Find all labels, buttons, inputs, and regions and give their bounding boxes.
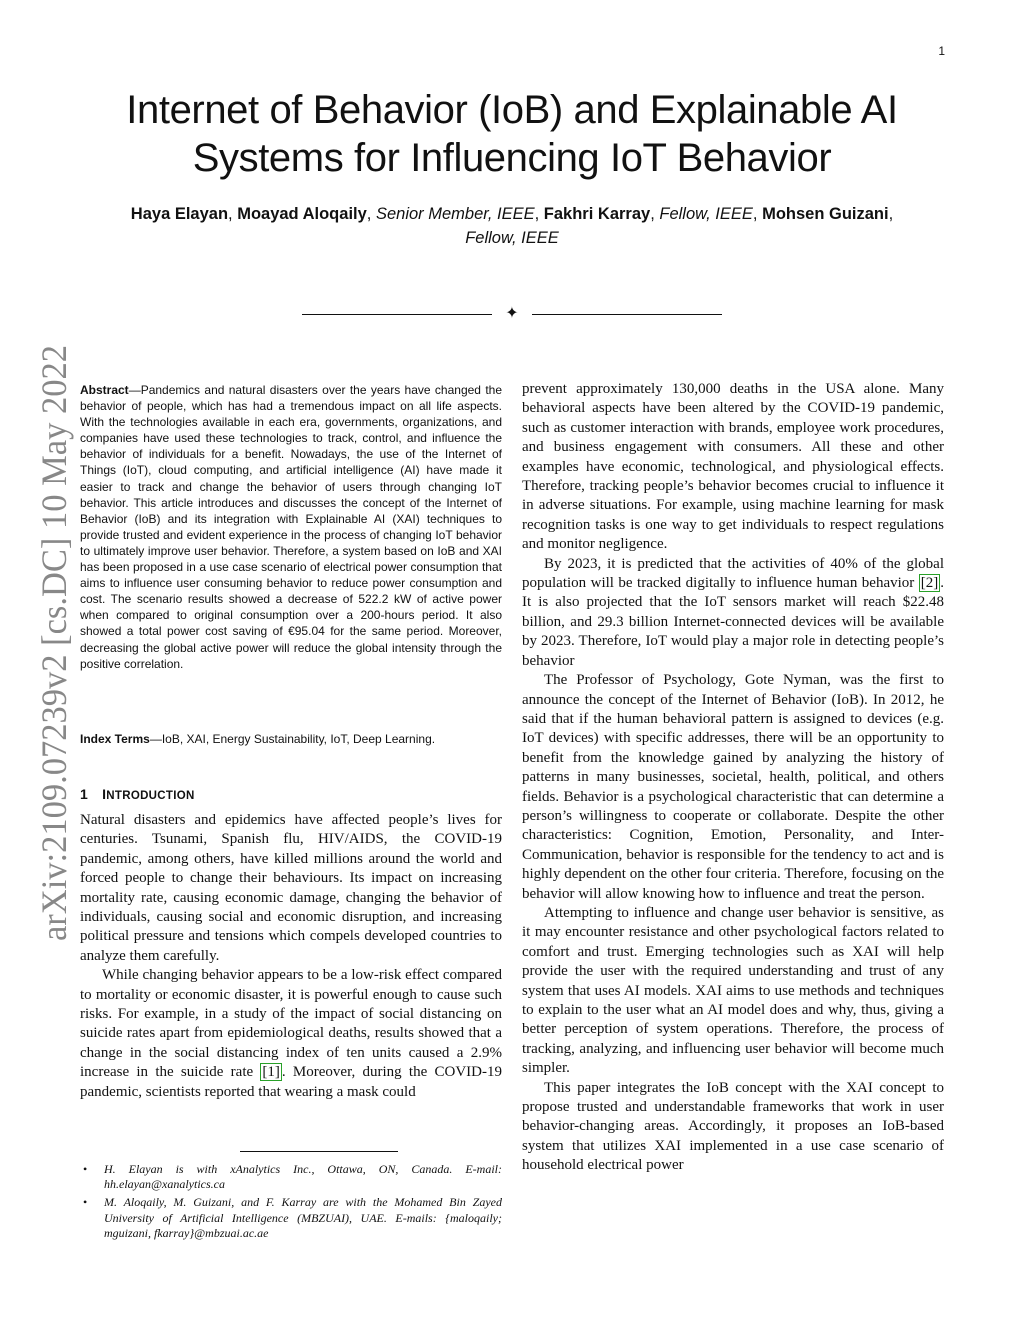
- paragraph-text: . It is also projected that the IoT sensors market will reach $22.48 billion, and 29.3 billion Internet-connected devices will be available by 2023. Therefore, IoT would play a major role in detecting people’s behavior: [522, 575, 944, 669]
- section-number: 1: [80, 786, 89, 802]
- citation-link[interactable]: [2]: [920, 575, 939, 592]
- separator-line-right: [532, 314, 722, 315]
- abstract-dash: —: [128, 383, 141, 397]
- title-line-2: Systems for Influencing IoT Behavior: [192, 136, 832, 180]
- author-list: Haya Elayan, Moayad Aloqaily, Senior Member, IEEE, Fakhri Karray, Fellow, IEEE, Mohsen Guizani, Fellow, IEEE: [130, 205, 894, 247]
- abstract-label: Abstract: [80, 383, 129, 397]
- paragraph: prevent approximately 130,000 deaths in the USA alone. Many behavioral aspects have been altered by the COVID-19 pandemic, such as customer interaction with brands, employee work procedures, and business engagement with consumers. All these and other examples have economic, technological, and physiological effects. Therefore, tracking people’s behavior becomes crucial to influence it in adverse situations. For example, using machine learning for mask recognition tasks is one way to get individuals to respect regulations and monitor negligence.: [522, 381, 944, 553]
- author-name: Mohsen Guizani: [762, 205, 889, 223]
- index-terms-text: IoB, XAI, Energy Sustainability, IoT, Deep Learning.: [161, 732, 436, 746]
- section-title-initial: I: [102, 786, 107, 802]
- footnote-item: • H. Elayan is with xAnalytics Inc., Ottawa, ON, Canada. E-mail: hh.elayan@xanalytics.ca: [80, 1162, 502, 1192]
- abstract: [80, 382, 502, 672]
- separator-star-icon: ✦: [505, 305, 519, 322]
- paragraph-text: By 2023, it is predicted that the activities of 40% of the global population will be tracked digitally to influence human behavior: [522, 555, 944, 592]
- paragraph-text: . Moreover, during the COVID-19 pandemic, scientists reported that wearing a mask could: [80, 1064, 503, 1100]
- author-name: Haya Elayan: [130, 205, 229, 223]
- paragraph: Attempting to influence and change user behavior is sensitive, as it may encounter resistance and other psychological factors related to comfort and trust. Emerging technologies such as XAI will help provide the user with the required understanding and trust of any system that uses AI models. XAI aims to use methods and techniques to explain to the user what an AI model does and why, thus, giving a better perception of system operations. Therefore, the process of tracking, analyzing, and influencing user behavior will become much simpler.: [522, 904, 944, 1077]
- author-name: Moayad Aloqaily: [237, 205, 367, 223]
- author-name: Fakhri Karray: [543, 205, 651, 223]
- author-role: Fellow, IEEE: [659, 205, 753, 223]
- paragraph: [80, 966, 502, 1102]
- paragraph: Natural disasters and epidemics have affected people’s lives for centuries. Tsunami, Spanish flu, HIV/AIDS, the COVID-19 pandemic, among others, have killed millions around the world and forced people to change their behaviours. Its impact on increasing mortality rate, causing economic damage, changing the behavior of individuals, causing social and economic disruption, and increasing political pressure and tensions which compels developed countries to analyze them carefully.: [80, 812, 502, 964]
- separator-line-left: [302, 314, 492, 315]
- index-terms: [80, 731, 502, 747]
- arxiv-identifier: [22, 343, 78, 943]
- paragraph-text: While changing behavior appears to be a low-risk effect compared to mortality or economic disaster, it is powerful enough to cause such risks. For example, in a study of the impact of social distancing on suicide rates apart from epidemiological deaths, results showed that a change in the social distancing index of ten units caused a 2.9% increase in the suicide rate: [80, 967, 502, 1081]
- paragraph: The Professor of Psychology, Gote Nyman, was the first to announce the concept of the Internet of Behavior (IoB). In 2012, he said that if the human behavioral pattern is assigned to devices (e.g. IoT devices) with specific addresses, there will be an opportunity to benefit from the knowledge gained by analyzing the history of patterns in many businesses, societal, health, political, and others fields. Behavior is a psychological characteristic that can determine a person’s willingness to cooperate or collaborate. Despite the other characteristics: Cognition, Emotion, Personality, and Inter-Communication, behavior is responsible for the tendency to act and is highly dependent on the other four criteria. Therefore, focusing on the behavior will allow knowing how to influence and treat the person.: [522, 672, 944, 902]
- title-separator: [302, 303, 722, 325]
- intro-right-column: [522, 380, 944, 1176]
- paragraph: This paper integrates the IoB concept with the XAI concept to propose trusted and understandable frameworks that work in user behavior-changing areas. Accordingly, it proposes an IoB-based system that utilizes XAI implemented in a use case scenario of household electrical power: [522, 1079, 944, 1174]
- arxiv-identifier-text: arXiv:2109.07239v2 [cs.DC] 10 May 2022: [34, 343, 74, 941]
- title-line-1: Internet of Behavior (IoB) and Explainable AI: [126, 88, 898, 132]
- section-title-rest: NTRODUCTION: [106, 790, 195, 802]
- index-terms-label: Index Terms: [80, 732, 150, 746]
- paper-title: [80, 86, 944, 182]
- paragraph: [522, 555, 944, 671]
- footnote-rule: [240, 1151, 398, 1152]
- page-number: 1: [938, 44, 945, 58]
- section-heading: [80, 786, 195, 802]
- citation-link[interactable]: [1]: [262, 1064, 280, 1081]
- author-role: Senior Member, IEEE: [375, 205, 535, 223]
- intro-left-column: [80, 811, 502, 1102]
- footnotes: [80, 1162, 502, 1244]
- index-terms-dash: —: [149, 732, 162, 746]
- abstract-text: Pandemics and natural disasters over the years have changed the behavior of people, which has had a tremendous impact on all life aspects. With the technologies available in each era, governments, organizations, and companies have used these technologies to track, control, and influence the behavior of individuals for a benefit. Nowadays, the use of the Internet of Things (IoT), cloud computing, and artificial intelligence (AI) have made it easier to track and change the behavior of users through changing IoT behavior. This article introduces and discusses the concept of the Internet of Behavior (IoB) and its integration with Explainable AI (XAI) techniques to provide trusted and evident experience in the process of changing IoT behavior to ultimately improve user behavior. Therefore, a system based on IoB and XAI has been proposed in a use case scenario of electrical power consumption that aims to influence user consuming behavior to reduce power consumption and cost. The scenario results showed a decrease of 522.2 kW of active power when compared to original consumption over a 200-hours period. It also showed a total power cost saving of €95.04 for the same period. Moreover, decreasing the global active power will reduce the global intensity through the positive correlation.: [80, 383, 502, 671]
- footnote-item: • M. Aloqaily, M. Guizani, and F. Karray are with the Mohamed Bin Zayed University of Artificial Intelligence (MBZUAI), UAE. E-mails: {maloqaily; mguizani, fkarray}@mbzuai.ac.ae: [80, 1195, 502, 1241]
- author-role: Fellow, IEEE: [465, 229, 559, 247]
